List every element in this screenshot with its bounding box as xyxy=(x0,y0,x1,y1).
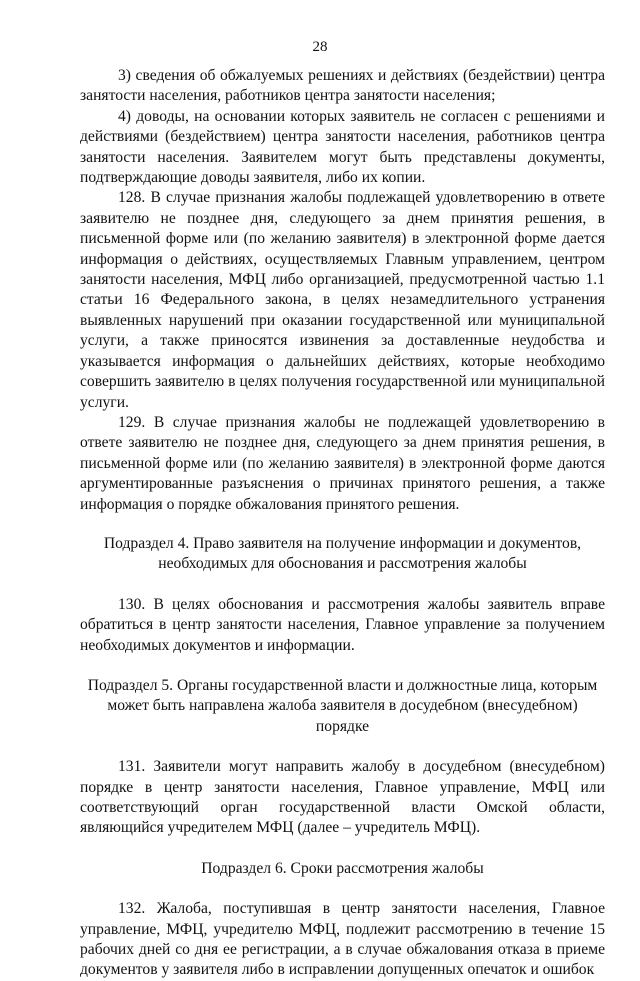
subsection-5-heading: Подраздел 5. Органы государственной власти и должностные лица, которым может быть направлена жалоба заявителя в досудебном (внесудебном) порядке xyxy=(87,676,598,735)
paragraph-131: 131. Заявители могут направить жалобу в досудебном (внесудебном) порядке в центр занятости населения, Главное управление, МФЦ или соответствующий орган государственной власти Омской области, являющийся учредителем МФЦ (далее – учредитель МФЦ). xyxy=(80,758,605,837)
subsection-4-heading: Подраздел 4. Право заявителя на получение информации и документов, необходимых для обоснования и рассмотрения жалобы xyxy=(103,534,582,573)
paragraph-item-4: 4) доводы, на основании которых заявитель не согласен с решениями и действиями (бездействием) центра занятости населения, работников центра занятости населения. Заявителем могут быть представлены документы, подтверждающие доводы заявителя, либо их копии. xyxy=(80,107,605,187)
paragraph-130: 130. В целях обоснования и рассмотрения жалобы заявитель вправе обратиться в центр занятости населения, Главное управление за получением необходимых документов и информации. xyxy=(80,595,605,654)
page-number: 28 xyxy=(312,39,328,55)
subsection-6-heading: Подраздел 6. Сроки рассмотрения жалобы xyxy=(201,859,484,877)
paragraph-item-3: 3) сведения об обжалуемых решениях и действиях (бездействии) центра занятости населения, работников центра занятости населения; xyxy=(80,67,605,105)
paragraph-129: 129. В случае признания жалобы не подлежащей удовлетворению в ответе заявителю не позднее дня, следующего за днем принятия решения, в письменной форме или (по желанию заявителя) в электронной форме даются аргументированные разъяснения о причинах принятого решения, а также информация о порядке обжалования принятого решения. xyxy=(80,413,605,513)
paragraph-128: 128. В случае признания жалобы подлежащей удовлетворению в ответе заявителю не позднее дня, следующего за днем принятия решения, в письменной форме или (по желанию заявителя) в электронной форме дается информация о действиях, осуществляемых Главным управлением, центром занятости населения, МФЦ либо организацией, предусмотренной частью 1.1 статьи 16 Федерального закона, в целях незамедлительного устранения выявленных нарушений при оказании государственной или муниципальной услуги, а также приносятся извинения за доставленные неудобства и указывается информация о дальнейших действиях, которые необходимо совершить заявителю в целях получения государственной или муниципальной услуги. xyxy=(80,189,605,411)
document-body xyxy=(80,66,605,981)
paragraph-132: 132. Жалоба, поступившая в центр занятости населения, Главное управление, МФЦ, учредителю МФЦ, подлежит рассмотрению в течение 15 рабочих дней со дня ее регистрации, а в случае обжалования отказа в приеме документов у заявителя либо в исправлении допущенных опечаток и ошибок xyxy=(80,900,605,979)
